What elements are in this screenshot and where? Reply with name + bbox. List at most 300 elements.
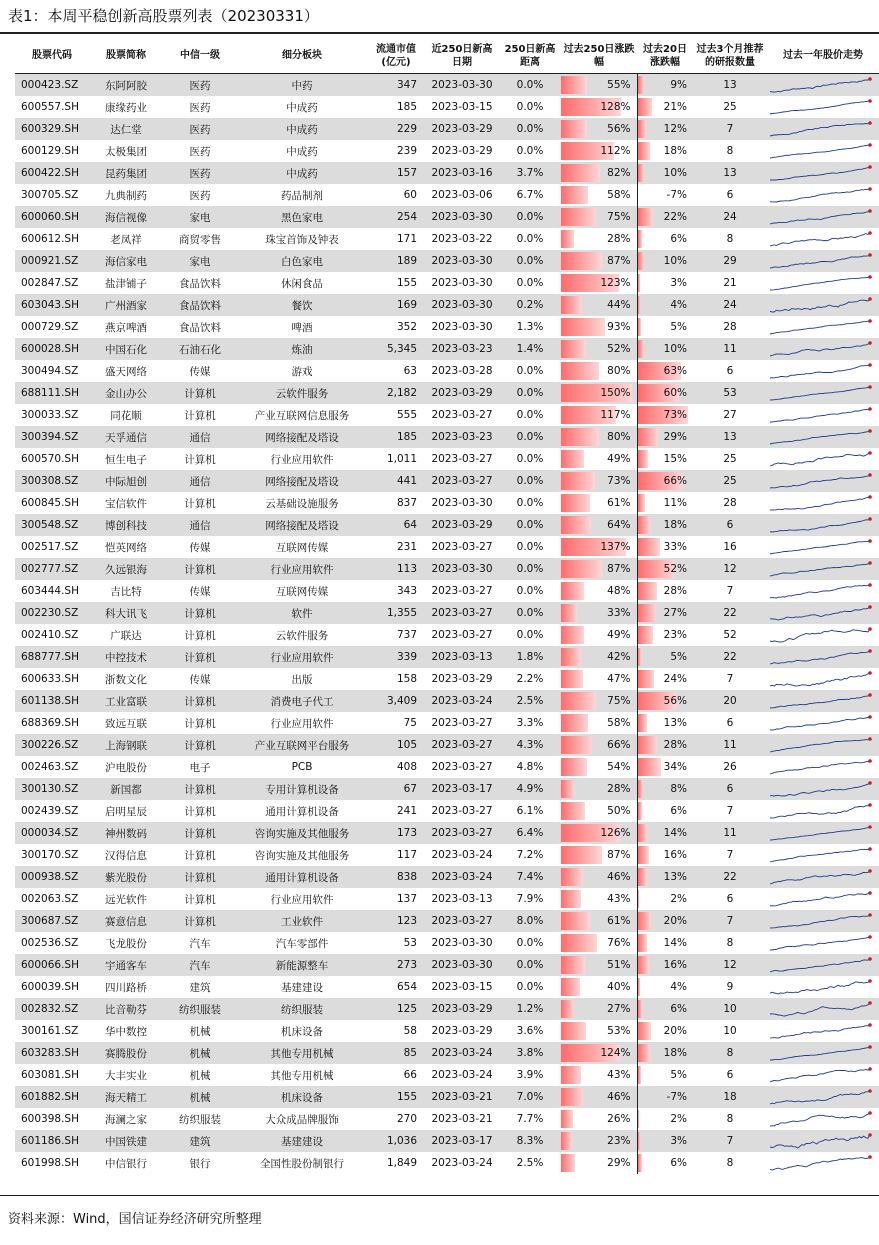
price-sparkline bbox=[769, 230, 873, 248]
price-trend-cell bbox=[767, 558, 879, 580]
return-20d bbox=[637, 888, 693, 910]
new-high-date: 2023-03-27 bbox=[431, 541, 493, 553]
sparkline-high-dot bbox=[868, 715, 872, 719]
return-20d-text: 2% bbox=[670, 1113, 687, 1125]
new-high-date: 2023-03-27 bbox=[425, 822, 499, 844]
stock-name: 浙数文化 bbox=[105, 673, 147, 686]
stock-name: 达仁堂 bbox=[89, 118, 163, 140]
return-250d-text: 52% bbox=[607, 343, 631, 355]
sparkline-high-dot bbox=[868, 737, 872, 741]
table-row bbox=[15, 1064, 879, 1086]
report-count: 7 bbox=[726, 805, 734, 817]
stock-name: 九典制药 bbox=[105, 189, 147, 202]
return-250d-text: 53% bbox=[607, 1025, 631, 1037]
sparkline-path bbox=[770, 585, 870, 598]
sparkline-path bbox=[770, 717, 870, 730]
table-row bbox=[15, 712, 879, 734]
return-20d bbox=[637, 646, 693, 668]
sparkline-high-dot bbox=[868, 451, 872, 455]
table-row bbox=[15, 976, 879, 998]
return-250d-text: 42% bbox=[607, 651, 631, 663]
new-high-distance: 0.0% bbox=[499, 382, 561, 404]
return-20d-text: 18% bbox=[663, 1047, 687, 1059]
report-count: 8 bbox=[726, 1157, 734, 1169]
price-trend-cell bbox=[767, 536, 879, 558]
industry-level1: 计算机 bbox=[184, 629, 216, 642]
price-sparkline bbox=[769, 978, 873, 996]
return-20d-text: 4% bbox=[670, 981, 687, 993]
return-250d-text: 54% bbox=[607, 761, 631, 773]
report-count: 24 bbox=[693, 294, 767, 316]
report-count: 10 bbox=[723, 1025, 737, 1037]
sparkline-path bbox=[770, 871, 870, 884]
stock-code: 300705.SZ bbox=[21, 189, 79, 201]
return-20d-text: 52% bbox=[663, 563, 687, 575]
new-high-distance: 0.0% bbox=[516, 101, 544, 113]
sparkline-high-dot bbox=[868, 143, 872, 147]
float-market-cap: 58 bbox=[403, 1025, 417, 1037]
sparkline-path bbox=[770, 233, 870, 246]
return-250d bbox=[561, 976, 637, 998]
return-250d bbox=[561, 74, 637, 97]
stock-name: 盛天网络 bbox=[105, 365, 147, 378]
sparkline-path bbox=[770, 805, 870, 818]
new-high-date: 2023-03-24 bbox=[425, 866, 499, 888]
report-count: 8 bbox=[726, 145, 734, 157]
return-250d bbox=[561, 228, 637, 250]
stock-code: 002410.SZ bbox=[21, 629, 79, 641]
price-sparkline bbox=[769, 428, 873, 446]
sparkline-path bbox=[770, 145, 870, 158]
return-20d-text: 56% bbox=[663, 695, 687, 707]
stock-name: 恒生电子 bbox=[105, 453, 147, 466]
price-sparkline bbox=[769, 670, 873, 688]
price-trend-cell bbox=[767, 888, 879, 910]
industry-level1: 建筑 bbox=[189, 981, 211, 994]
sparkline-high-dot bbox=[868, 473, 872, 477]
new-high-date: 2023-03-21 bbox=[431, 1113, 493, 1125]
table-row bbox=[15, 558, 879, 580]
new-high-distance: 0.0% bbox=[499, 206, 561, 228]
report-count: 10 bbox=[693, 998, 767, 1020]
return-20d-text: -7% bbox=[666, 1091, 687, 1103]
stock-name: 老凤祥 bbox=[110, 233, 142, 246]
stock-code: 600398.SH bbox=[21, 1113, 79, 1125]
sparkline-path bbox=[770, 409, 870, 422]
stock-name: 海澜之家 bbox=[105, 1113, 147, 1126]
sparkline-path bbox=[770, 673, 870, 686]
table-row bbox=[15, 602, 879, 624]
table-row bbox=[15, 1130, 879, 1152]
float-market-cap: 63 bbox=[403, 365, 417, 377]
return-250d-text: 56% bbox=[607, 123, 631, 135]
new-high-date: 2023-03-30 bbox=[431, 937, 493, 949]
industry-level1: 计算机 bbox=[163, 866, 237, 888]
price-trend-cell bbox=[767, 954, 879, 976]
return-20d bbox=[637, 778, 693, 800]
float-market-cap: 123 bbox=[367, 910, 425, 932]
stock-name: 四川路桥 bbox=[105, 981, 147, 994]
sparkline-high-dot bbox=[868, 869, 872, 873]
industry-level1: 计算机 bbox=[163, 646, 237, 668]
float-market-cap: 2,182 bbox=[367, 382, 425, 404]
stock-name: 广联达 bbox=[110, 629, 142, 642]
new-high-distance: 7.9% bbox=[516, 893, 544, 905]
stock-code: 300394.SZ bbox=[15, 426, 89, 448]
return-20d-text: 28% bbox=[663, 739, 687, 751]
sparkline-high-dot bbox=[868, 1001, 872, 1005]
report-count: 7 bbox=[726, 673, 734, 685]
return-20d-text: 28% bbox=[663, 585, 687, 597]
industry-level1: 计算机 bbox=[184, 893, 216, 906]
sub-sector: 云软件服务 bbox=[275, 629, 329, 642]
new-high-date: 2023-03-27 bbox=[431, 629, 493, 641]
table-row bbox=[15, 536, 879, 558]
return-20d-text: 10% bbox=[663, 255, 687, 267]
sparkline-high-dot bbox=[868, 539, 872, 543]
sparkline-high-dot bbox=[868, 363, 872, 367]
return-250d bbox=[561, 910, 637, 932]
new-high-distance: 0.0% bbox=[516, 937, 544, 949]
price-trend-cell bbox=[767, 932, 879, 954]
sparkline-path bbox=[770, 321, 870, 334]
stock-code: 300687.SZ bbox=[15, 910, 89, 932]
return-20d-text: 66% bbox=[663, 475, 687, 487]
industry-level1: 计算机 bbox=[184, 497, 216, 510]
col-header-cap: 流通市值(亿元) bbox=[367, 38, 425, 74]
stock-code: 002517.SZ bbox=[21, 541, 79, 553]
price-sparkline bbox=[769, 1000, 873, 1018]
sparkline-high-dot bbox=[868, 99, 872, 103]
sparkline-path bbox=[770, 893, 870, 906]
return-250d-text: 43% bbox=[607, 1069, 631, 1081]
table-row bbox=[15, 910, 879, 932]
float-market-cap: 239 bbox=[396, 145, 417, 157]
return-20d bbox=[637, 1064, 693, 1086]
report-count: 22 bbox=[693, 602, 767, 624]
report-count: 21 bbox=[723, 277, 737, 289]
price-trend-cell bbox=[767, 1086, 879, 1108]
new-high-date: 2023-03-29 bbox=[425, 998, 499, 1020]
float-market-cap: 185 bbox=[367, 426, 425, 448]
return-20d bbox=[637, 668, 693, 690]
stock-name: 神州数码 bbox=[89, 822, 163, 844]
return-20d bbox=[637, 1108, 693, 1130]
new-high-date: 2023-03-30 bbox=[425, 558, 499, 580]
return-20d bbox=[637, 1152, 693, 1174]
price-sparkline bbox=[769, 648, 873, 666]
stock-name: 中际旭创 bbox=[89, 470, 163, 492]
stock-name: 宇通客车 bbox=[89, 954, 163, 976]
sparkline-high-dot bbox=[868, 1133, 872, 1137]
return-250d-text: 117% bbox=[600, 409, 631, 421]
return-20d-text: 60% bbox=[663, 387, 687, 399]
return-20d bbox=[637, 954, 693, 976]
return-250d bbox=[561, 690, 637, 712]
new-high-distance: 8.0% bbox=[499, 910, 561, 932]
return-250d-text: 150% bbox=[600, 387, 631, 399]
return-20d-text: 14% bbox=[663, 937, 687, 949]
new-high-date: 2023-03-27 bbox=[425, 470, 499, 492]
price-trend-cell bbox=[767, 778, 879, 800]
report-count: 7 bbox=[726, 585, 734, 597]
stock-code: 300308.SZ bbox=[15, 470, 89, 492]
return-250d-text: 43% bbox=[607, 893, 631, 905]
return-250d bbox=[561, 734, 637, 756]
report-count: 13 bbox=[693, 426, 767, 448]
sparkline-path bbox=[770, 915, 870, 928]
new-high-date: 2023-03-27 bbox=[431, 717, 493, 729]
industry-level1: 计算机 bbox=[163, 734, 237, 756]
industry-level1: 纺织服装 bbox=[163, 998, 237, 1020]
stock-name: 汉得信息 bbox=[105, 849, 147, 862]
float-market-cap: 105 bbox=[367, 734, 425, 756]
new-high-distance: 0.0% bbox=[516, 233, 544, 245]
sparkline-high-dot bbox=[868, 253, 872, 257]
price-sparkline bbox=[769, 274, 873, 292]
return-250d bbox=[561, 822, 637, 844]
stock-code: 002832.SZ bbox=[15, 998, 89, 1020]
return-20d bbox=[637, 800, 693, 822]
new-high-distance: 0.0% bbox=[499, 74, 561, 97]
stock-code: 688777.SH bbox=[15, 646, 89, 668]
price-sparkline bbox=[769, 714, 873, 732]
table-row bbox=[15, 1152, 879, 1174]
stock-name: 吉比特 bbox=[110, 585, 142, 598]
price-sparkline bbox=[769, 1110, 873, 1128]
price-trend-cell bbox=[767, 624, 879, 646]
stock-code: 601138.SH bbox=[15, 690, 89, 712]
return-250d-text: 66% bbox=[607, 739, 631, 751]
new-high-distance: 6.1% bbox=[516, 805, 544, 817]
table-row bbox=[15, 932, 879, 954]
return-250d-text: 124% bbox=[600, 1047, 631, 1059]
return-250d bbox=[561, 118, 637, 140]
report-count: 29 bbox=[693, 250, 767, 272]
sparkline-path bbox=[770, 739, 870, 752]
stock-code: 601186.SH bbox=[15, 1130, 89, 1152]
sub-sector: 休闲食品 bbox=[281, 277, 323, 290]
new-high-distance: 0.0% bbox=[516, 541, 544, 553]
float-market-cap: 654 bbox=[396, 981, 417, 993]
return-20d bbox=[637, 998, 693, 1020]
new-high-date: 2023-03-30 bbox=[425, 250, 499, 272]
report-count: 9 bbox=[726, 981, 734, 993]
new-high-distance: 7.0% bbox=[499, 1086, 561, 1108]
sub-sector: 大众成品牌服饰 bbox=[265, 1113, 339, 1126]
float-market-cap: 241 bbox=[396, 805, 417, 817]
return-20d-text: 63% bbox=[663, 365, 687, 377]
sub-sector: 中成药 bbox=[237, 162, 367, 184]
stock-name: 赛腾股份 bbox=[89, 1042, 163, 1064]
new-high-distance: 3.7% bbox=[499, 162, 561, 184]
price-trend-cell bbox=[767, 294, 879, 316]
sparkline-path bbox=[770, 1047, 870, 1060]
new-high-distance: 3.9% bbox=[516, 1069, 544, 1081]
return-250d-text: 33% bbox=[607, 607, 631, 619]
new-high-date: 2023-03-24 bbox=[431, 849, 493, 861]
new-high-distance: 7.7% bbox=[516, 1113, 544, 1125]
return-20d-text: 21% bbox=[663, 101, 687, 113]
return-20d bbox=[637, 294, 693, 316]
sparkline-path bbox=[770, 1091, 870, 1104]
new-high-distance: 0.0% bbox=[499, 514, 561, 536]
table-body bbox=[15, 74, 879, 1175]
price-trend-cell bbox=[767, 140, 879, 162]
return-250d-text: 23% bbox=[607, 1135, 631, 1147]
stock-code: 600060.SH bbox=[15, 206, 89, 228]
new-high-distance: 3.8% bbox=[499, 1042, 561, 1064]
price-trend-cell bbox=[767, 734, 879, 756]
stock-code: 300161.SZ bbox=[21, 1025, 79, 1037]
sparkline-path bbox=[770, 827, 870, 840]
report-count: 6 bbox=[726, 365, 734, 377]
report-count: 53 bbox=[693, 382, 767, 404]
price-trend-cell bbox=[767, 404, 879, 426]
price-trend-cell bbox=[767, 96, 879, 118]
report-count: 7 bbox=[693, 910, 767, 932]
new-high-date: 2023-03-27 bbox=[425, 602, 499, 624]
sparkline-high-dot bbox=[868, 825, 872, 829]
return-20d-text: 18% bbox=[663, 145, 687, 157]
stock-name: 工业富联 bbox=[89, 690, 163, 712]
return-250d-text: 123% bbox=[600, 277, 631, 289]
report-count: 11 bbox=[693, 734, 767, 756]
return-250d bbox=[561, 404, 637, 426]
return-250d-text: 28% bbox=[607, 233, 631, 245]
industry-level1: 机械 bbox=[163, 1086, 237, 1108]
return-250d-text: 76% bbox=[607, 937, 631, 949]
report-count: 13 bbox=[693, 162, 767, 184]
industry-level1: 传媒 bbox=[189, 541, 211, 554]
price-sparkline bbox=[769, 868, 873, 886]
report-count: 22 bbox=[693, 646, 767, 668]
float-market-cap: 838 bbox=[367, 866, 425, 888]
price-trend-cell bbox=[767, 668, 879, 690]
industry-level1: 传媒 bbox=[189, 585, 211, 598]
return-20d bbox=[637, 712, 693, 734]
price-trend-cell bbox=[767, 1130, 879, 1152]
price-trend-cell bbox=[767, 1152, 879, 1174]
return-20d bbox=[637, 580, 693, 602]
return-250d bbox=[561, 470, 637, 492]
price-sparkline bbox=[769, 1154, 873, 1172]
industry-level1: 计算机 bbox=[184, 409, 216, 422]
sparkline-path bbox=[770, 695, 870, 708]
sub-sector: 中成药 bbox=[237, 118, 367, 140]
stock-name: 华中数控 bbox=[105, 1025, 147, 1038]
return-20d-text: 33% bbox=[663, 541, 687, 553]
sub-sector: 啤酒 bbox=[291, 321, 313, 334]
float-market-cap: 1,355 bbox=[367, 602, 425, 624]
report-count: 12 bbox=[693, 558, 767, 580]
price-sparkline bbox=[769, 1088, 873, 1106]
sparkline-path bbox=[770, 1135, 870, 1148]
price-trend-cell bbox=[767, 580, 879, 602]
return-250d bbox=[561, 448, 637, 470]
stock-name: 上海钢联 bbox=[89, 734, 163, 756]
price-sparkline bbox=[769, 472, 873, 490]
stock-name: 康缘药业 bbox=[105, 101, 147, 114]
stock-name: 沪电股份 bbox=[105, 761, 147, 774]
return-250d-text: 61% bbox=[607, 497, 631, 509]
sub-sector: 新能源整车 bbox=[237, 954, 367, 976]
return-250d bbox=[561, 294, 637, 316]
new-high-date: 2023-03-13 bbox=[431, 893, 493, 905]
price-sparkline bbox=[769, 516, 873, 534]
stock-code: 300226.SZ bbox=[15, 734, 89, 756]
new-high-distance: 0.0% bbox=[516, 453, 544, 465]
sparkline-path bbox=[770, 431, 870, 444]
price-sparkline bbox=[769, 1022, 873, 1040]
sub-sector: 通用计算机设备 bbox=[237, 866, 367, 888]
return-20d bbox=[637, 250, 693, 272]
price-trend-cell bbox=[767, 74, 879, 97]
price-sparkline bbox=[769, 186, 873, 204]
new-high-distance: 2.5% bbox=[516, 1157, 544, 1169]
industry-level1: 建筑 bbox=[163, 1130, 237, 1152]
sparkline-path bbox=[770, 365, 870, 378]
stock-code: 300033.SZ bbox=[21, 409, 79, 421]
industry-level1: 通信 bbox=[163, 470, 237, 492]
sub-sector: 药品制剂 bbox=[281, 189, 323, 202]
return-250d bbox=[561, 492, 637, 514]
new-high-distance: 1.4% bbox=[499, 338, 561, 360]
new-high-date: 2023-03-29 bbox=[425, 382, 499, 404]
new-high-date: 2023-03-29 bbox=[425, 118, 499, 140]
industry-level1: 家电 bbox=[163, 250, 237, 272]
sparkline-high-dot bbox=[868, 187, 872, 191]
return-250d-text: 87% bbox=[607, 255, 631, 267]
new-high-date: 2023-03-27 bbox=[425, 910, 499, 932]
col-header-high-distance: 250日新高距离 bbox=[499, 38, 561, 74]
price-sparkline bbox=[769, 692, 873, 710]
report-count: 25 bbox=[723, 101, 737, 113]
new-high-date: 2023-03-15 bbox=[431, 981, 493, 993]
return-20d-text: 18% bbox=[663, 519, 687, 531]
stock-name: 博创科技 bbox=[89, 514, 163, 536]
industry-level1: 医药 bbox=[189, 101, 211, 114]
stock-code: 000729.SZ bbox=[21, 321, 79, 333]
report-count: 26 bbox=[723, 761, 737, 773]
return-20d bbox=[637, 118, 693, 140]
price-sparkline bbox=[769, 802, 873, 820]
price-trend-cell bbox=[767, 712, 879, 734]
table-row bbox=[15, 844, 879, 866]
new-high-date: 2023-03-27 bbox=[431, 409, 493, 421]
table-row bbox=[15, 756, 879, 778]
sparkline-high-dot bbox=[868, 495, 872, 499]
sparkline-high-dot bbox=[868, 1089, 872, 1093]
sub-sector: 网络接配及塔设 bbox=[237, 470, 367, 492]
new-high-distance: 3.3% bbox=[516, 717, 544, 729]
sparkline-path bbox=[770, 651, 870, 664]
price-trend-cell bbox=[767, 382, 879, 404]
float-market-cap: 117 bbox=[396, 849, 417, 861]
float-market-cap: 837 bbox=[396, 497, 417, 509]
sparkline-high-dot bbox=[868, 891, 872, 895]
stock-name: 紫光股份 bbox=[89, 866, 163, 888]
price-sparkline bbox=[769, 1044, 873, 1062]
industry-level1: 食品饮料 bbox=[179, 277, 221, 290]
industry-level1: 纺织服装 bbox=[179, 1113, 221, 1126]
return-20d bbox=[637, 514, 693, 536]
new-high-date: 2023-03-27 bbox=[425, 734, 499, 756]
float-market-cap: 273 bbox=[367, 954, 425, 976]
sub-sector: 互联网传媒 bbox=[275, 585, 329, 598]
return-250d bbox=[561, 712, 637, 734]
sub-sector: 网络接配及塔设 bbox=[237, 426, 367, 448]
